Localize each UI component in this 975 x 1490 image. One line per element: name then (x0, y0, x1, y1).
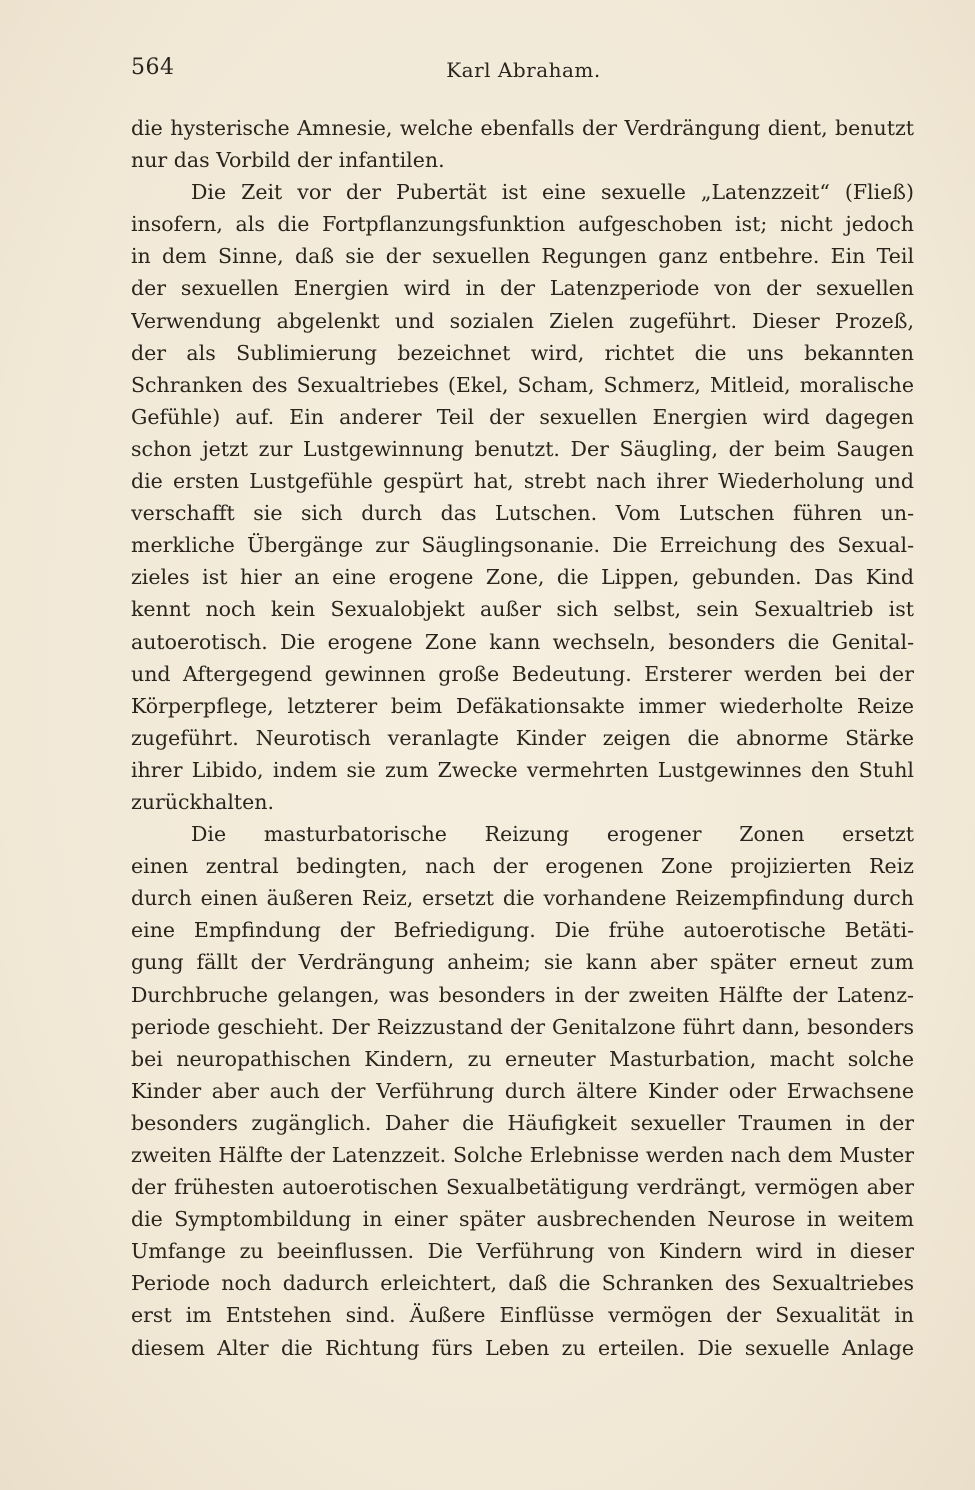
text-line: autoerotisch. Die erogene Zone kann wechseln, besonders die Genital- (131, 629, 914, 654)
text-line: in dem Sinne, daß sie der sexuellen Regungen ganz entbehre. Ein Teil (131, 244, 914, 269)
text-line: Umfange zu beeinflussen. Die Verführung von Kindern wird in dieser (131, 1239, 914, 1264)
text-line: diesem Alter die Richtung fürs Leben zu erteilen. Die sexuelle Anlage (131, 1335, 914, 1360)
text-line: nur das Vorbild der infantilen. (131, 148, 445, 173)
text-line: die Symptombildung in einer später ausbrechenden Neurose in weitem (131, 1207, 914, 1232)
text-line: eine Empfindung der Befriedigung. Die frühe autoerotische Betäti- (131, 918, 914, 943)
text-line: Periode noch dadurch erleichtert, daß die Schranken des Sexualtriebes (131, 1271, 914, 1296)
text-line: zieles ist hier an eine erogene Zone, die Lippen, gebunden. Das Kind (131, 565, 914, 590)
text-line: zugeführt. Neurotisch veranlagte Kinder zeigen die abnorme Stärke (131, 725, 914, 750)
text-line: der frühesten autoerotischen Sexualbetätigung verdrängt, vermögen aber (131, 1175, 914, 1200)
text-line: Gefühle) auf. Ein anderer Teil der sexuellen Energien wird dagegen (131, 404, 914, 429)
text-line: Schranken des Sexualtriebes (Ekel, Scham, Schmerz, Mitleid, moralische (131, 372, 914, 397)
text-line: ihrer Libido, indem sie zum Zwecke vermehrten Lustgewinnes den Stuhl (131, 757, 914, 782)
text-line: und Aftergegend gewinnen große Bedeutung. Ersterer werden bei der (131, 661, 914, 686)
text-line: Die Zeit vor der Pubertät ist eine sexuelle „Latenzzeit“ (Fließ) (191, 180, 914, 205)
text-line: periode geschieht. Der Reizzustand der Genitalzone führt dann, besonders (131, 1014, 914, 1039)
text-line: erst im Entstehen sind. Äußere Einflüsse vermögen der Sexualität in (131, 1303, 914, 1328)
body-text (131, 112, 914, 1364)
text-line: Die masturbatorische Reizung erogener Zonen ersetzt (191, 822, 914, 847)
text-line: durch einen äußeren Reiz, ersetzt die vorhandene Reizempfindung durch (131, 886, 914, 911)
text-line: der sexuellen Energien wird in der Latenzperiode von der sexuellen (131, 276, 914, 301)
text-line: einen zentral bedingten, nach der erogenen Zone projizierten Reiz (131, 854, 914, 879)
text-line: Verwendung abgelenkt und sozialen Zielen zugeführt. Dieser Prozeß, (131, 308, 914, 333)
text-line: verschafft sie sich durch das Lutschen. Vom Lutschen führen un- (131, 501, 914, 526)
text-line: zurückhalten. (131, 789, 274, 814)
running-head-text: Karl Abraham. (446, 58, 601, 82)
text-line: Kinder aber auch der Verführung durch ältere Kinder oder Erwachsene (131, 1078, 914, 1103)
text-line: schon jetzt zur Lustgewinnung benutzt. Der Säugling, der beim Saugen (131, 436, 914, 461)
text-line: die ersten Lustgefühle gespürt hat, strebt nach ihrer Wiederholung und (131, 469, 914, 494)
text-line: besonders zugänglich. Daher die Häufigkeit sexueller Traumen in der (131, 1110, 914, 1135)
text-line: der als Sublimierung bezeichnet wird, richtet die uns bekannten (131, 340, 914, 365)
text-line: Durchbruche gelangen, was besonders in der zweiten Hälfte der Latenz- (131, 982, 914, 1007)
text-line: gung fällt der Verdrängung anheim; sie kann aber später erneut zum (131, 950, 914, 975)
text-line: kennt noch kein Sexualobjekt außer sich selbst, sein Sexualtrieb ist (131, 597, 914, 622)
text-line: bei neuropathischen Kindern, zu erneuter Masturbation, macht solche (131, 1046, 914, 1071)
text-line: die hysterische Amnesie, welche ebenfalls der Verdrängung dient, benutzt (131, 116, 914, 140)
page-number: 564 (131, 55, 175, 80)
text-line: zweiten Hälfte der Latenzzeit. Solche Erlebnisse werden nach dem Muster (131, 1143, 914, 1167)
text-line: merkliche Übergänge zur Säuglingsonanie. Die Erreichung des Sexual- (131, 533, 914, 558)
text-line: insofern, als die Fortpflanzungsfunktion aufgeschoben ist; nicht jedoch (131, 212, 914, 237)
running-head (0, 58, 975, 82)
text-line: Körperpflege, letzterer beim Defäkationsakte immer wiederholte Reize (131, 693, 914, 718)
